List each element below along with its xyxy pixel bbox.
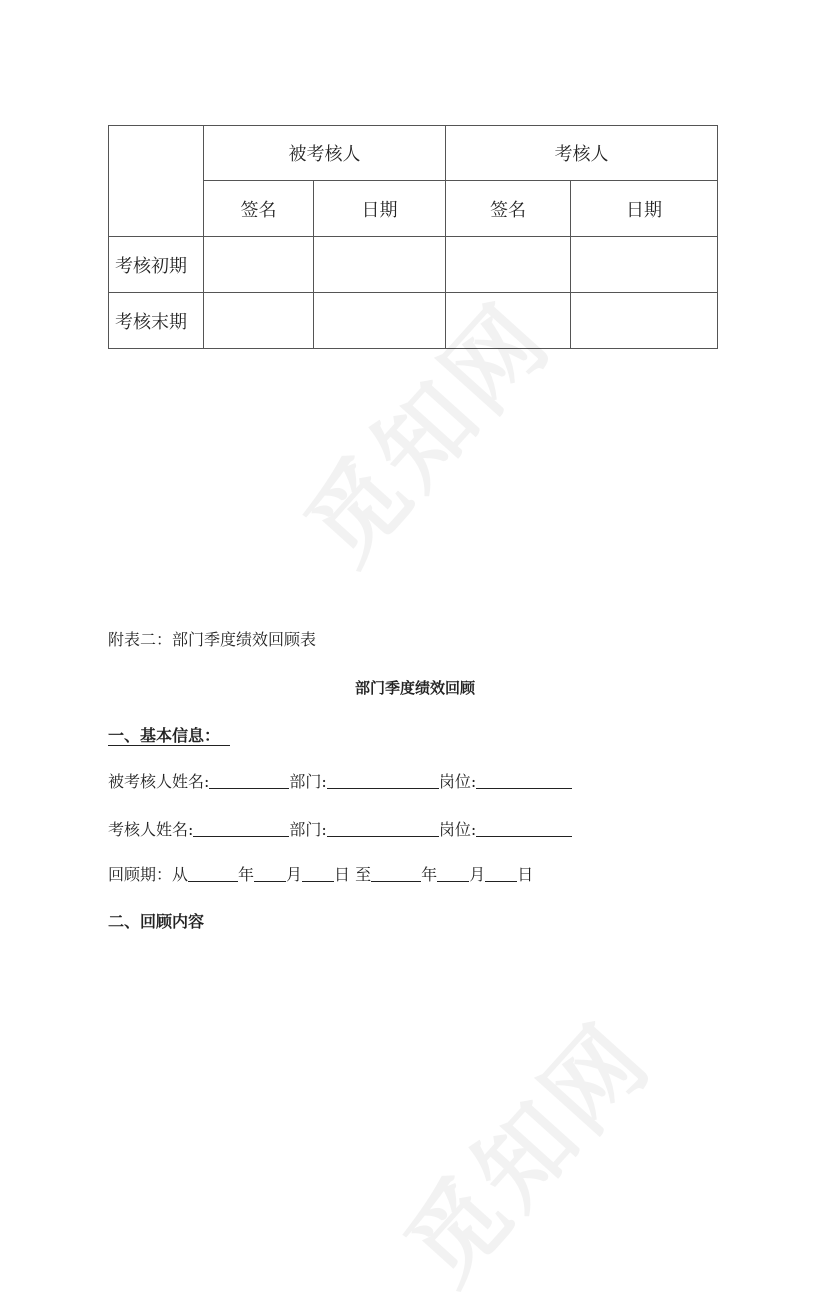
table-row xyxy=(109,237,718,293)
field-label: 月 xyxy=(286,865,303,884)
start-year-field[interactable] xyxy=(188,863,238,882)
reviewer-name-field[interactable] xyxy=(193,818,289,837)
end-year-field[interactable] xyxy=(371,863,421,882)
subheader-date: 日期 xyxy=(314,181,446,237)
section-review-content: 二、回顾内容 xyxy=(108,912,205,931)
field-label: 月 xyxy=(469,865,486,884)
reviewee-info-line xyxy=(108,769,572,792)
end-month-field[interactable] xyxy=(437,863,469,882)
subheader-signature: 签名 xyxy=(204,181,314,237)
header-reviewee: 被考核人 xyxy=(204,126,446,181)
appendix-caption: 附表二：部门季度绩效回顾表 xyxy=(108,630,317,649)
reviewer-info-line xyxy=(108,817,572,840)
start-month-field[interactable] xyxy=(254,863,286,882)
subheader-date: 日期 xyxy=(571,181,718,237)
reviewee-dept-field[interactable] xyxy=(327,770,439,789)
reviewer-dept-field[interactable] xyxy=(327,818,439,837)
review-period-line xyxy=(108,862,533,885)
start-day-field[interactable] xyxy=(302,863,334,882)
header-reviewer: 考核人 xyxy=(446,126,718,181)
table-cell[interactable] xyxy=(571,237,718,293)
table-cell[interactable] xyxy=(571,293,718,349)
section-heading: 一、基本信息： xyxy=(108,726,230,746)
field-label: 年 xyxy=(421,865,438,884)
field-label: 岗位: xyxy=(438,820,477,839)
field-label: 部门: xyxy=(289,772,327,791)
subheader-signature: 签名 xyxy=(446,181,571,237)
end-day-field[interactable] xyxy=(485,863,517,882)
reviewee-position-field[interactable] xyxy=(476,770,572,789)
field-label: 回顾期：从 xyxy=(108,865,189,884)
table-cell[interactable] xyxy=(314,237,446,293)
row-label: 考核初期 xyxy=(109,237,204,293)
field-label: 至 xyxy=(355,865,372,884)
reviewer-position-field[interactable] xyxy=(476,818,572,837)
table-cell[interactable] xyxy=(204,237,314,293)
field-label: 年 xyxy=(238,865,255,884)
signature-table xyxy=(108,125,718,349)
table-cell[interactable] xyxy=(204,293,314,349)
field-label: 考核人姓名: xyxy=(108,820,194,839)
corner-cell xyxy=(109,126,204,237)
field-label: 日 xyxy=(517,865,534,884)
watermark: 觅知网 xyxy=(384,1002,673,1305)
watermark: 觅知网 xyxy=(284,282,573,585)
reviewee-name-field[interactable] xyxy=(209,770,289,789)
field-label: 日 xyxy=(334,865,351,884)
field-label: 被考核人姓名: xyxy=(108,772,210,791)
field-label: 岗位: xyxy=(438,772,477,791)
page-title: 部门季度绩效回顾 xyxy=(354,679,475,697)
field-label: 部门: xyxy=(289,820,327,839)
row-label: 考核末期 xyxy=(109,293,204,349)
section-basic-info xyxy=(108,723,230,746)
